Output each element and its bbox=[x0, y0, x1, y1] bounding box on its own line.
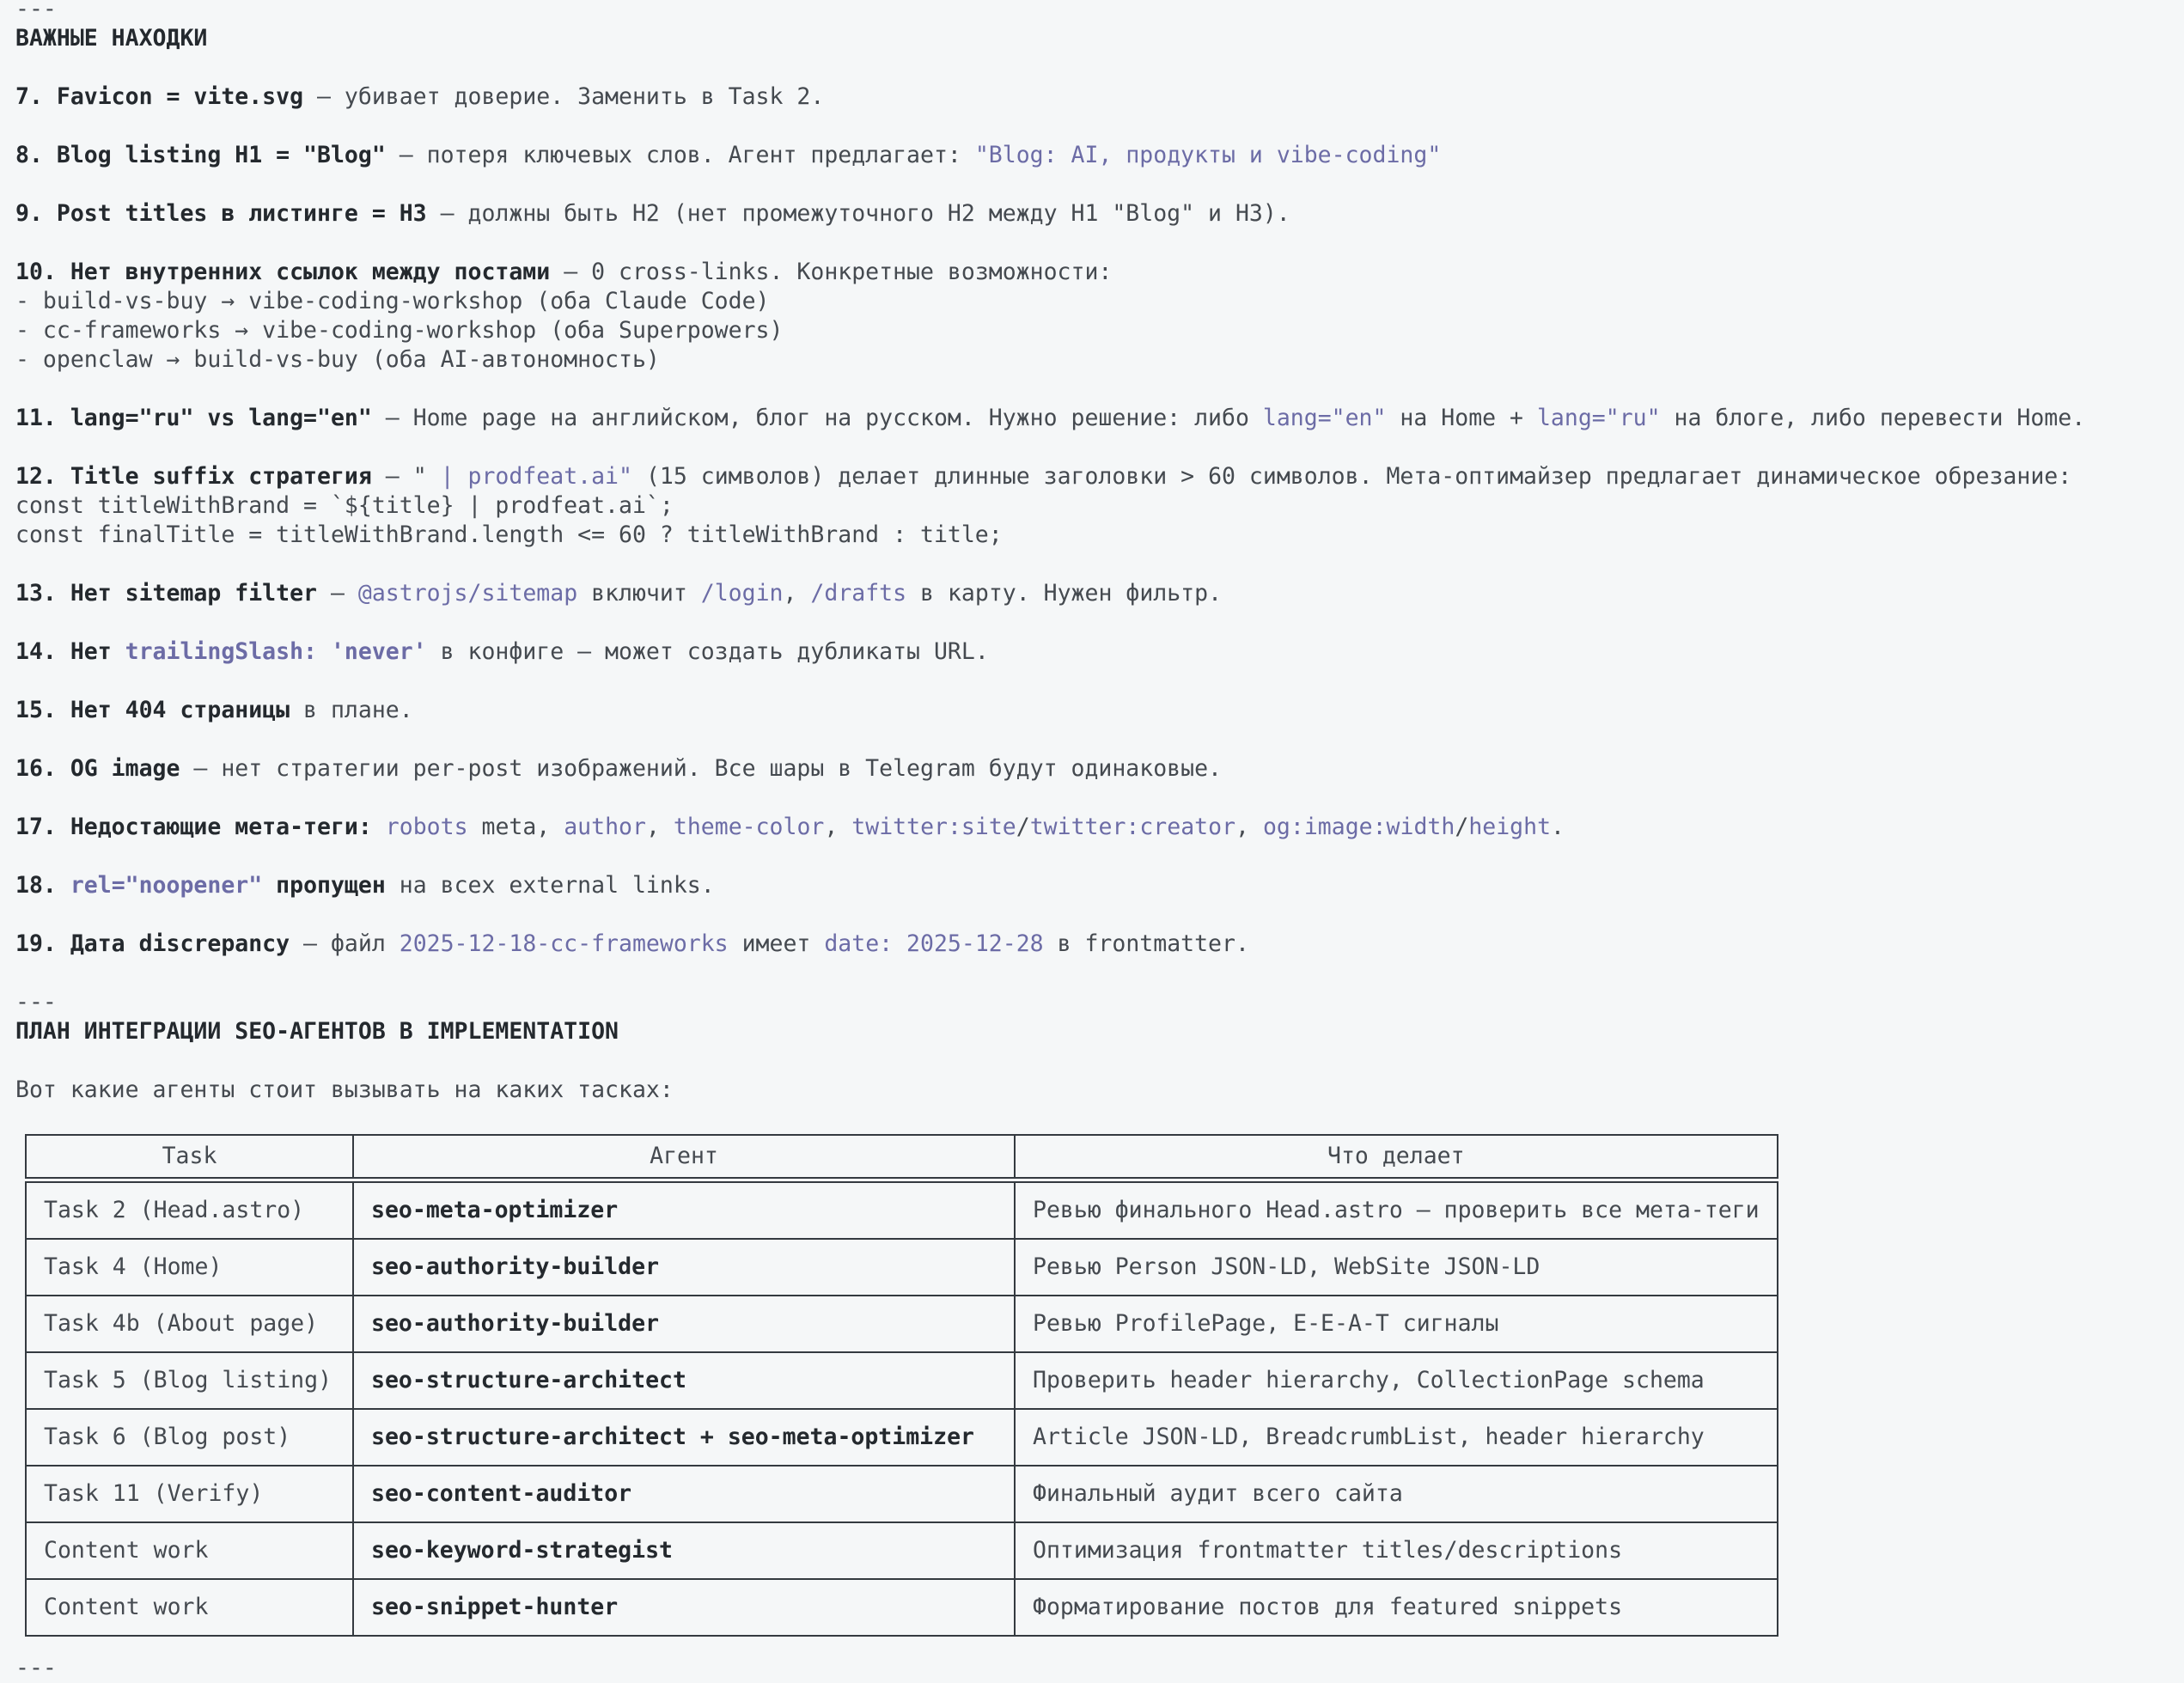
text-span: , bbox=[783, 580, 811, 607]
code-token: date: 2025-12-28 bbox=[824, 930, 1044, 957]
text-line bbox=[15, 637, 2184, 667]
text-line bbox=[15, 930, 2184, 959]
text-line bbox=[15, 871, 2184, 900]
table-header-row bbox=[26, 1135, 1778, 1180]
table-header-cell: Что делает bbox=[1015, 1135, 1778, 1180]
text-line bbox=[15, 0, 2184, 24]
text-span: --- bbox=[15, 1655, 57, 1681]
text-span: — 0 cross-links. Конкретные возможности: bbox=[550, 259, 1113, 285]
table-cell-task: Task 6 (Blog post) bbox=[26, 1409, 353, 1466]
table-cell-action: Форматирование постов для featured snippets bbox=[1015, 1579, 1778, 1636]
table-row bbox=[26, 1466, 1778, 1522]
table-cell-task: Task 4b (About page) bbox=[26, 1296, 353, 1352]
text-span: - openclaw → build-vs-buy (оба AI-автономность) bbox=[15, 346, 660, 373]
text-span: на Home + bbox=[1386, 405, 1537, 431]
code-token: /login bbox=[700, 580, 784, 607]
text-span: 19. Дата discrepancy bbox=[15, 930, 290, 957]
text-span: имеет bbox=[728, 930, 825, 957]
text-span: — bbox=[317, 580, 358, 607]
text-line bbox=[15, 1017, 2184, 1046]
text-span: — " bbox=[371, 463, 441, 490]
text-line bbox=[15, 345, 2184, 375]
text-span: --- bbox=[15, 0, 57, 22]
text-line bbox=[15, 988, 2184, 1017]
text-span: на блоге, либо перевести Home. bbox=[1660, 405, 2086, 431]
text-span: , bbox=[824, 814, 852, 840]
text-span: 17. Недостающие мета-теги: bbox=[15, 814, 372, 840]
table-row bbox=[26, 1579, 1778, 1636]
text-span: , bbox=[1235, 814, 1263, 840]
finding-19 bbox=[15, 930, 2184, 959]
finding-8 bbox=[15, 141, 2184, 170]
code-token: theme-color bbox=[673, 814, 825, 840]
table-cell-task: Task 2 (Head.astro) bbox=[26, 1180, 353, 1240]
text-span: meta, bbox=[467, 814, 564, 840]
table-header-cell: Task bbox=[26, 1135, 353, 1180]
text-span: 13. Нет sitemap filter bbox=[15, 580, 317, 607]
code-token: height bbox=[1468, 814, 1552, 840]
table-row bbox=[26, 1239, 1778, 1296]
text-line bbox=[15, 1076, 2184, 1105]
text-span: ВАЖНЫЕ НАХОДКИ bbox=[15, 25, 208, 52]
table-cell-action: Финальный аудит всего сайта bbox=[1015, 1466, 1778, 1522]
finding-12 bbox=[15, 462, 2184, 550]
finding-13 bbox=[15, 579, 2184, 608]
table-cell-task: Content work bbox=[26, 1522, 353, 1579]
text-span: в конфиге — может создать дубликаты URL. bbox=[426, 638, 989, 665]
finding-11 bbox=[15, 404, 2184, 433]
text-span: в плане. bbox=[290, 697, 413, 723]
table-cell-action: Ревью ProfilePage, E-E-A-T сигналы bbox=[1015, 1296, 1778, 1352]
code-token: 2025-12-18-cc-frameworks bbox=[399, 930, 729, 957]
section-divider-and-title bbox=[15, 0, 2184, 53]
agents-table-wrap bbox=[15, 1134, 2184, 1637]
text-span: 18. bbox=[15, 872, 70, 899]
text-span: — Home page на английском, блог на русском. Нужно решение: либо bbox=[371, 405, 1263, 431]
text-span: 11. lang="ru" vs lang="en" bbox=[15, 405, 372, 431]
text-span: на всех external links. bbox=[385, 872, 715, 899]
text-span: — убивает доверие. Заменить в Task 2. bbox=[303, 83, 825, 110]
text-span: включит bbox=[577, 580, 701, 607]
finding-7 bbox=[15, 82, 2184, 112]
text-span: в карту. Нужен фильтр. bbox=[906, 580, 1223, 607]
text-span: --- bbox=[15, 989, 57, 1015]
finding-18 bbox=[15, 871, 2184, 900]
text-span: 12. Title suffix стратегия bbox=[15, 463, 372, 490]
text-span: const titleWithBrand = `${title} | prodfeat.ai`; bbox=[15, 492, 674, 519]
section-divider-and-plan-title bbox=[15, 988, 2184, 1046]
table-cell-action: Article JSON-LD, BreadcrumbList, header hierarchy bbox=[1015, 1409, 1778, 1466]
text-span: - build-vs-buy → vibe-coding-workshop (оба Claude Code) bbox=[15, 288, 770, 314]
table-cell-task: Content work bbox=[26, 1579, 353, 1636]
code-token: rel="noopener" bbox=[70, 872, 263, 899]
table-cell-agent: seo-meta-optimizer bbox=[353, 1180, 1015, 1240]
table-cell-agent: seo-snippet-hunter bbox=[353, 1579, 1015, 1636]
text-span: 16. OG image bbox=[15, 755, 180, 782]
text-line bbox=[15, 199, 2184, 229]
text-line bbox=[15, 287, 2184, 316]
text-span: 10. Нет внутренних ссылок между постами bbox=[15, 259, 551, 285]
text-line bbox=[15, 316, 2184, 345]
table-row bbox=[26, 1522, 1778, 1579]
table-cell-action: Ревью Person JSON-LD, WebSite JSON-LD bbox=[1015, 1239, 1778, 1296]
code-token: lang="ru" bbox=[1536, 405, 1661, 431]
text-line bbox=[15, 258, 2184, 287]
text-line bbox=[15, 24, 2184, 53]
text-span: ПЛАН ИНТЕГРАЦИИ SEO-АГЕНТОВ В IMPLEMENTATION bbox=[15, 1018, 619, 1045]
text-span: — нет стратегии per-post изображений. Все шары в Telegram будут одинаковые. bbox=[180, 755, 1222, 782]
table-row bbox=[26, 1296, 1778, 1352]
table-cell-agent: seo-authority-builder bbox=[353, 1239, 1015, 1296]
code-token: og:image:width bbox=[1262, 814, 1455, 840]
finding-16 bbox=[15, 754, 2184, 784]
text-span: 8. Blog listing H1 = "Blog" bbox=[15, 142, 386, 168]
code-token: "Blog: AI, продукты и vibe-coding" bbox=[974, 142, 1442, 168]
text-span: . bbox=[1551, 814, 1565, 840]
table-row bbox=[26, 1352, 1778, 1409]
table-cell-agent: seo-structure-architect bbox=[353, 1352, 1015, 1409]
code-token: robots bbox=[385, 814, 468, 840]
text-span: Вот какие агенты стоит вызывать на каких тасках: bbox=[15, 1076, 674, 1103]
table-cell-action: Проверить header hierarchy, CollectionPage schema bbox=[1015, 1352, 1778, 1409]
text-span: 9. Post titles в листинге = H3 bbox=[15, 200, 427, 227]
text-span: в frontmatter. bbox=[1043, 930, 1249, 957]
text-line bbox=[15, 813, 2184, 842]
finding-15 bbox=[15, 696, 2184, 725]
bottom-divider bbox=[15, 1654, 2184, 1683]
text-span: / bbox=[1455, 814, 1469, 840]
code-token: twitter:creator bbox=[1029, 814, 1236, 840]
code-token: trailingSlash: 'never' bbox=[125, 638, 427, 665]
text-line bbox=[15, 1654, 2184, 1683]
finding-14 bbox=[15, 637, 2184, 667]
text-line bbox=[15, 579, 2184, 608]
text-line bbox=[15, 82, 2184, 112]
plan-intro bbox=[15, 1076, 2184, 1105]
text-span: пропущен bbox=[262, 872, 386, 899]
text-span: 7. Favicon = vite.svg bbox=[15, 83, 304, 110]
table-row bbox=[26, 1180, 1778, 1240]
table-cell-agent: seo-structure-architect + seo-meta-optimizer bbox=[353, 1409, 1015, 1466]
text-span: / bbox=[1016, 814, 1030, 840]
code-token: lang="en" bbox=[1262, 405, 1387, 431]
table-cell-task: Task 5 (Blog listing) bbox=[26, 1352, 353, 1409]
text-span: 15. Нет 404 страницы bbox=[15, 697, 290, 723]
table-cell-agent: seo-content-auditor bbox=[353, 1466, 1015, 1522]
text-line bbox=[15, 141, 2184, 170]
code-token: twitter:site bbox=[851, 814, 1016, 840]
text-span: const finalTitle = titleWithBrand.length <= 60 ? titleWithBrand : title; bbox=[15, 521, 1003, 548]
table-cell-agent: seo-keyword-strategist bbox=[353, 1522, 1015, 1579]
text-span: — потеря ключевых слов. Агент предлагает: bbox=[385, 142, 975, 168]
agents-table bbox=[25, 1134, 1778, 1637]
table-cell-task: Task 11 (Verify) bbox=[26, 1466, 353, 1522]
text-span: — файл bbox=[290, 930, 400, 957]
table-cell-agent: seo-authority-builder bbox=[353, 1296, 1015, 1352]
table-header-cell: Агент bbox=[353, 1135, 1015, 1180]
table-row bbox=[26, 1409, 1778, 1466]
table-cell-task: Task 4 (Home) bbox=[26, 1239, 353, 1296]
text-line bbox=[15, 754, 2184, 784]
text-span bbox=[372, 814, 386, 840]
text-span: , bbox=[645, 814, 674, 840]
finding-17 bbox=[15, 813, 2184, 842]
table-cell-action: Оптимизация frontmatter titles/descriptions bbox=[1015, 1522, 1778, 1579]
finding-9 bbox=[15, 199, 2184, 229]
text-span: — должны быть H2 (нет промежуточного H2 между H1 "Blog" и H3). bbox=[426, 200, 1290, 227]
text-line bbox=[15, 491, 2184, 521]
code-token: | prodfeat.ai" bbox=[440, 463, 632, 490]
table-cell-action: Ревью финального Head.astro — проверить все мета-теги bbox=[1015, 1180, 1778, 1240]
code-token: /drafts bbox=[810, 580, 907, 607]
finding-10 bbox=[15, 258, 2184, 375]
code-token: @astrojs/sitemap bbox=[357, 580, 578, 607]
text-line bbox=[15, 696, 2184, 725]
text-line bbox=[15, 462, 2184, 491]
text-line bbox=[15, 404, 2184, 433]
text-span: 14. Нет bbox=[15, 638, 125, 665]
code-token: author bbox=[564, 814, 646, 840]
text-span: - cc-frameworks → vibe-coding-workshop (оба Superpowers) bbox=[15, 317, 784, 344]
text-span: (15 символов) делает длинные заголовки > 60 символов. Мета-оптимайзер предлагает динамическое обрезание: bbox=[631, 463, 2072, 490]
text-line bbox=[15, 521, 2184, 550]
